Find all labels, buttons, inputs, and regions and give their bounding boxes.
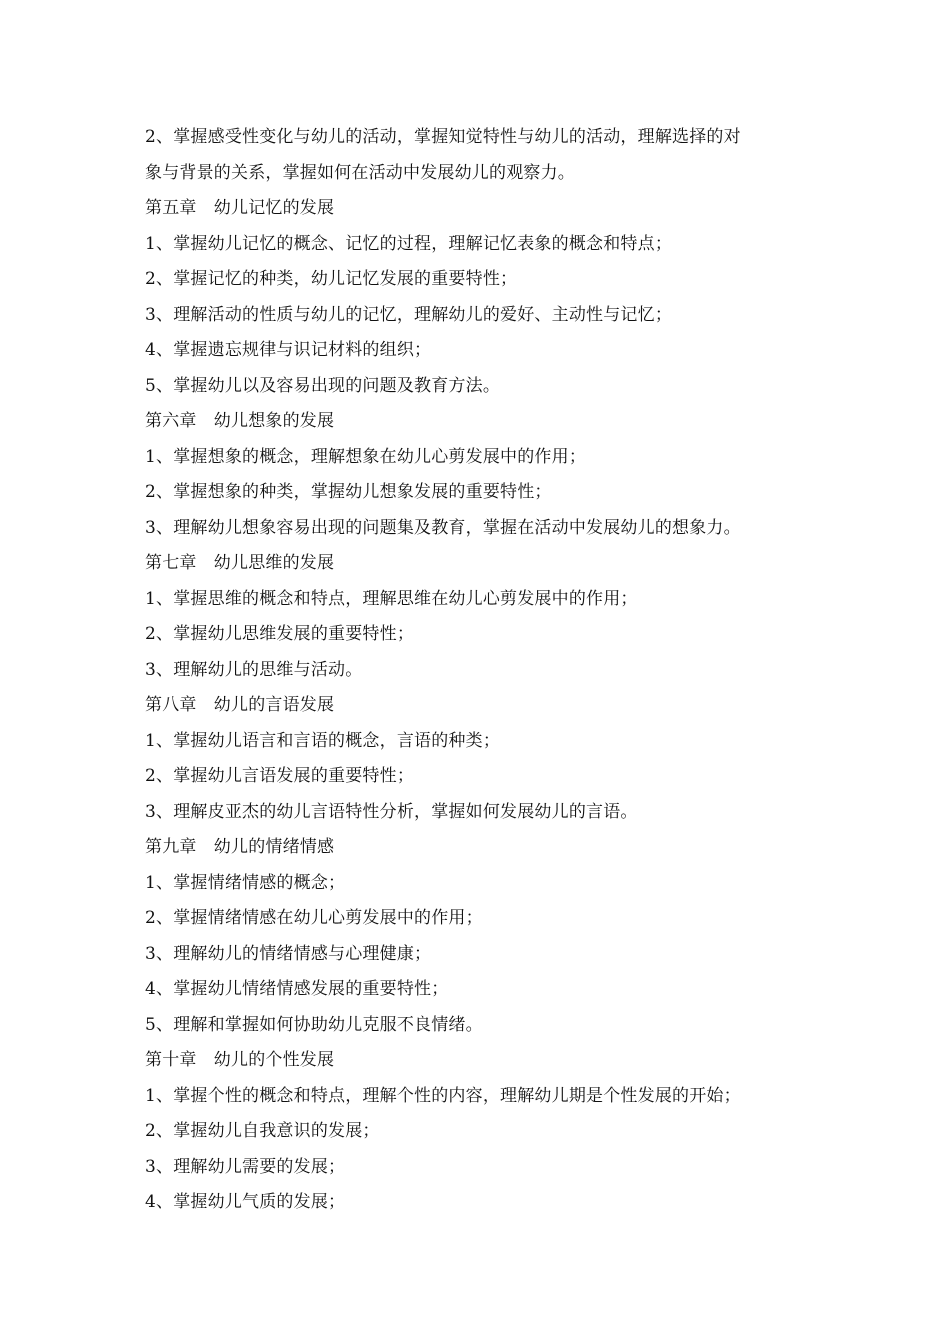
list-item: 2、掌握幼儿言语发展的重要特性； (145, 766, 415, 786)
list-item: 1、掌握个性的概念和特点，理解个性的内容，理解幼儿期是个性发展的开始； (145, 1085, 741, 1106)
chapter-heading: 第九章 幼儿的情绪情感 (145, 837, 335, 857)
chapter-heading: 第六章 幼儿想象的发展 (145, 411, 335, 431)
chapter-heading: 第八章 幼儿的言语发展 (145, 695, 335, 715)
list-item: 2、掌握记忆的种类，幼儿记忆发展的重要特性； (145, 269, 518, 289)
text-line: 象与背景的关系，掌握如何在活动中发展幼儿的观察力。 (145, 162, 575, 183)
document-body (145, 120, 815, 1221)
list-item: 2、掌握情绪情感在幼儿心剪发展中的作用； (145, 908, 483, 928)
list-item: 3、理解活动的性质与幼儿的记忆，理解幼儿的爱好、主动性与记忆； (145, 304, 673, 325)
list-item: 3、理解幼儿的情绪情感与心理健康； (145, 943, 432, 964)
list-item: 4、掌握幼儿气质的发展； (145, 1192, 346, 1212)
list-item: 2、掌握幼儿思维发展的重要特性； (145, 624, 415, 644)
chapter-heading: 第五章 幼儿记忆的发展 (145, 198, 335, 218)
chapter-heading: 第七章 幼儿思维的发展 (145, 553, 335, 573)
list-item: 4、掌握幼儿情绪情感发展的重要特性； (145, 979, 449, 999)
list-item: 1、掌握想象的概念，理解想象在幼儿心剪发展中的作用； (145, 446, 587, 467)
list-item: 2、掌握幼儿自我意识的发展； (145, 1121, 380, 1141)
list-item: 1、掌握幼儿记忆的概念、记忆的过程，理解记忆表象的概念和特点； (145, 233, 673, 254)
list-item: 3、理解幼儿的思维与活动。 (145, 659, 363, 680)
list-item: 3、理解幼儿想象容易出现的问题集及教育，掌握在活动中发展幼儿的想象力。 (145, 517, 741, 538)
text-line: 2、掌握感受性变化与幼儿的活动，掌握知觉特性与幼儿的活动，理解选择的对 (145, 127, 741, 147)
list-item: 2、掌握想象的种类，掌握幼儿想象发展的重要特性； (145, 482, 552, 502)
list-item: 1、掌握思维的概念和特点，理解思维在幼儿心剪发展中的作用； (145, 588, 638, 609)
list-item: 5、理解和掌握如何协助幼儿克服不良情绪。 (145, 1014, 483, 1035)
chapter-heading: 第十章 幼儿的个性发展 (145, 1050, 335, 1070)
list-item: 5、掌握幼儿以及容易出现的问题及教育方法。 (145, 375, 501, 396)
list-item: 3、理解皮亚杰的幼儿言语特性分析，掌握如何发展幼儿的言语。 (145, 801, 638, 822)
list-item: 1、掌握幼儿语言和言语的概念，言语的种类； (145, 730, 501, 751)
list-item: 4、掌握遗忘规律与识记材料的组织； (145, 340, 432, 360)
list-item: 1、掌握情绪情感的概念； (145, 872, 346, 893)
list-item: 3、理解幼儿需要的发展； (145, 1156, 346, 1177)
